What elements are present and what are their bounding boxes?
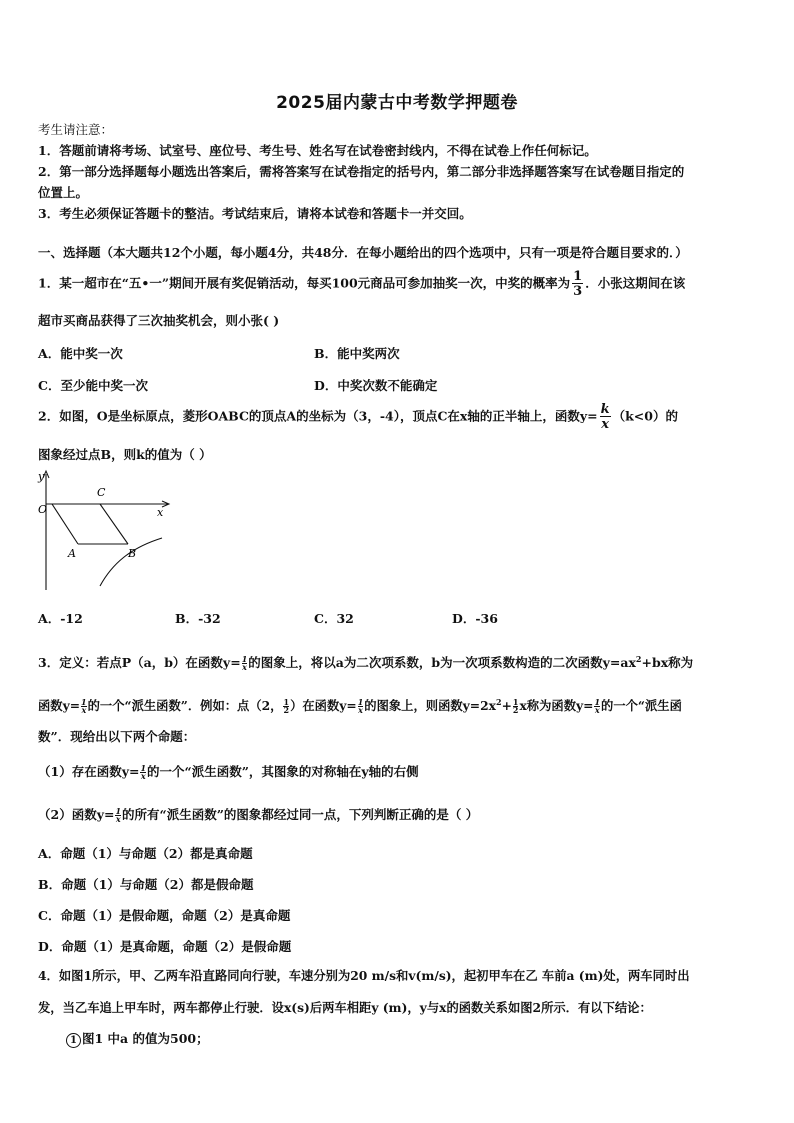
- q3-fraction-half: [283, 696, 290, 716]
- edge-cb: [100, 504, 128, 544]
- q2-option-b[interactable]: B．-32: [175, 611, 221, 626]
- q3-option-d[interactable]: D．命题（1）是真命题，命题（2）是假命题: [38, 939, 292, 954]
- q2-rhombus-figure: [34, 468, 174, 594]
- frac-num: 1: [140, 762, 147, 773]
- frac-num: 1: [283, 696, 290, 707]
- q2-option-d[interactable]: D．-36: [452, 611, 498, 626]
- q4-conclusion-1: [66, 1031, 209, 1048]
- frac-den: x: [594, 705, 600, 716]
- frac-num: 1: [81, 696, 87, 707]
- q4-stem-line1: 4．如图1所示，甲、乙两车沿直路同向行驶，车速分别为20 m/s和v(m/s)，起初甲车在乙 车前a (m)处，两车同时出: [38, 968, 690, 983]
- circled-number-icon: 1: [66, 1033, 81, 1048]
- q3-option-b[interactable]: B．命题（1）与命题（2）都是假命题: [38, 877, 254, 892]
- page-title: 2025届内蒙古中考数学押题卷: [276, 93, 518, 113]
- q1-option-c[interactable]: C．至少能中奖一次: [38, 378, 148, 393]
- frac-num: 1: [241, 653, 248, 664]
- q2-function-fraction: [600, 403, 611, 431]
- notice-item-1: 1．答题前请将考场、试室号、座位号、考生号、姓名写在试卷密封线内，不得在试卷上作任何标记。: [38, 143, 597, 158]
- edge-oa: [52, 504, 78, 544]
- q2-option-c[interactable]: C．32: [314, 611, 354, 626]
- q1-stem-line2: 超市买商品获得了三次抽奖机会，则小张( ): [38, 313, 280, 328]
- q2-frac-numerator: k: [600, 402, 610, 417]
- q3-option-a[interactable]: A．命题（1）与命题（2）都是真命题: [38, 846, 253, 861]
- q1-frac-numerator: 1: [573, 269, 583, 284]
- q3-claim-2-text-a: （2）函数y=: [38, 807, 115, 822]
- q1-probability-fraction: [572, 270, 583, 298]
- q1-stem-line1: [38, 270, 685, 298]
- q3-fraction-1x: [81, 696, 87, 716]
- q1-frac-denominator: 3: [573, 284, 583, 299]
- q2-frac-denominator: x: [601, 417, 609, 432]
- q3-claim-1-text-a: （1）存在函数y=: [38, 764, 140, 779]
- q2-text-a: 2．如图，O是坐标原点，菱形OABC的顶点A的坐标为（3，-4），顶点C在x轴的正半轴上，函数y=: [38, 408, 598, 424]
- q3-text-10: 的一个“派生函: [601, 698, 682, 714]
- q3-fraction-1x: [594, 696, 601, 716]
- q1-option-d[interactable]: D．中奖次数不能确定: [314, 378, 438, 393]
- notice-item-2: 2．第一部分选择题每小题选出答案后，需将答案写在试卷指定的括号内，第二部分非选择题答案写在试卷题目指定的: [38, 164, 685, 179]
- frac-den: 2: [512, 705, 519, 716]
- q1-option-a[interactable]: A．能中奖一次: [38, 346, 123, 361]
- exponent: 2: [635, 654, 642, 664]
- q3-stem-line3: 数”．现给出以下两个命题：: [38, 729, 196, 744]
- q3-text-8: +: [501, 698, 512, 714]
- q3-text-3: +bx称为: [641, 655, 694, 671]
- frac-den: x: [242, 662, 247, 673]
- label-c: C: [97, 486, 106, 499]
- q3-stem-line1: [38, 651, 693, 671]
- q2-stem-line1: [38, 403, 678, 431]
- label-x: x: [157, 506, 164, 519]
- q1-text-b: ．小张这期间在该: [585, 275, 686, 291]
- frac-den: x: [358, 705, 363, 716]
- q3-claim-1: [38, 764, 419, 780]
- q3-text-2: 的图象上，将以a为二次项系数，b为一次项系数构造的二次函数y=ax: [248, 655, 636, 671]
- q3-text-9: x称为函数y=: [519, 698, 594, 714]
- q3-stem-line2: [38, 694, 682, 714]
- hyperbola-curve: [100, 538, 162, 586]
- frac-den: x: [81, 705, 87, 716]
- frac-den: x: [115, 814, 121, 824]
- label-a: A: [68, 547, 76, 560]
- q3-option-c[interactable]: C．命题（1）是假命题，命题（2）是真命题: [38, 908, 291, 923]
- frac-num: 1: [594, 696, 601, 707]
- q3-fraction-half: [512, 696, 519, 716]
- q3-fraction-1x: [357, 696, 364, 716]
- q3-text-6: ）在函数y=: [290, 698, 357, 714]
- section-heading: 一、选择题（本大题共12个小题，每小题4分，共48分．在每小题给出的四个选项中，只有一项是符合题目要求的．）: [38, 245, 688, 260]
- q4-stem-line2: 发，当乙车追上甲车时，两车都停止行驶．设x(s)后两车相距y (m)，y与x的函数关系如图2所示．有以下结论：: [38, 1000, 652, 1015]
- frac-den: 2: [283, 705, 290, 716]
- notice-item-2-cont: 位置上。: [38, 185, 89, 200]
- q3-claim-1-text-b: 的一个“派生函数”，其图象的对称轴在y轴的右侧: [147, 764, 419, 779]
- q3-text-5: 的一个“派生函数”．例如：点（2，: [87, 698, 283, 714]
- q3-text-7: 的图象上，则函数y=2x: [364, 698, 496, 714]
- q3-text-1: 3．定义：若点P（a，b）在函数y=: [38, 655, 241, 671]
- q2-stem-line2: 图象经过点B，则k的值为（ ）: [38, 447, 212, 462]
- q2-option-a[interactable]: A．-12: [38, 611, 83, 626]
- notice-item-3: 3．考生必须保证答题卡的整洁。考试结束后，请将本试卷和答题卡一并交回。: [38, 206, 472, 221]
- q1-option-b[interactable]: B．能中奖两次: [314, 346, 400, 361]
- q3-claim-2: [38, 807, 478, 823]
- q4-conclusion-1-text: 图1 中a 的值为500；: [82, 1031, 209, 1046]
- q2-text-b: （k<0）的: [612, 408, 678, 424]
- label-y: y: [38, 470, 45, 483]
- q3-fraction-1x: [241, 653, 248, 673]
- label-b: B: [128, 547, 137, 560]
- frac-num: 1: [357, 696, 364, 707]
- q3-fraction-1x: [140, 762, 147, 781]
- label-o: O: [38, 503, 48, 516]
- frac-den: x: [140, 771, 146, 781]
- frac-num: 1: [115, 805, 122, 816]
- q3-claim-2-text-b: 的所有“派生函数”的图象都经过同一点，下列判断正确的是（ ）: [122, 807, 479, 822]
- q1-text-a: 1．某一超市在“五•一”期间开展有奖促销活动，每买100元商品可参加抽奖一次，中奖的概率为: [38, 275, 571, 291]
- notice-heading: 考生请注意：: [38, 122, 114, 137]
- frac-num: 1: [512, 696, 519, 707]
- q3-text-4: 函数y=: [38, 698, 81, 714]
- exponent: 2: [496, 697, 502, 707]
- q3-fraction-1x: [115, 805, 122, 824]
